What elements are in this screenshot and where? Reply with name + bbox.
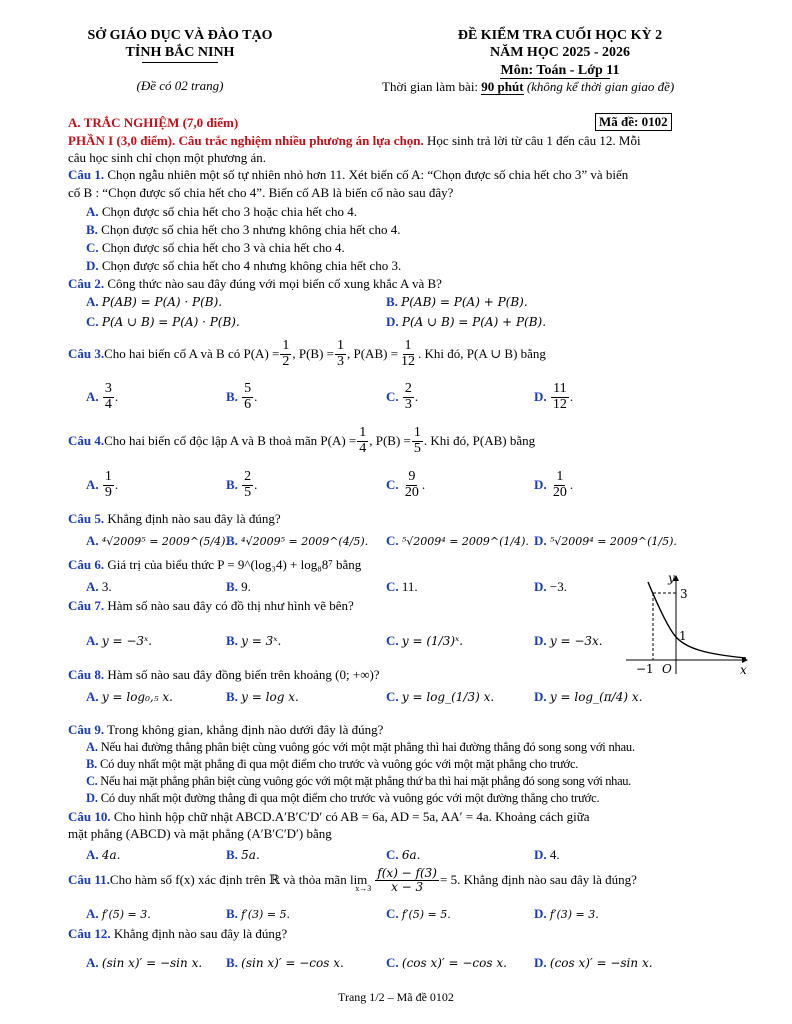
q4-option-a: A. $\frac{1}{9}$ . — [86, 469, 119, 500]
q7-option-c — [386, 633, 463, 649]
q12-option-d — [534, 955, 653, 971]
option-letter: A. — [86, 204, 99, 219]
option-text: y = 3ˣ. — [241, 634, 282, 648]
q7-option-d — [534, 633, 603, 649]
option-fraction — [403, 382, 414, 412]
option-letter: B. — [226, 477, 238, 493]
option-letter: B. — [86, 757, 98, 771]
option-text: y = log_(π/4) x. — [549, 690, 643, 704]
option-text: 4. — [549, 847, 560, 862]
q12-option-a — [86, 955, 202, 971]
q4-option-c: C. $\frac{9}{20}$ . — [386, 469, 426, 500]
q5-option-b — [226, 533, 368, 549]
q9-line — [68, 722, 383, 738]
q3-mid1: , P(B) = — [292, 346, 334, 362]
q11-pre: Cho hàm số f(x) xác định trên ℝ và thỏa mãn lim — [109, 871, 368, 887]
denominator: 5 — [413, 440, 421, 456]
option-letter: B. — [226, 533, 238, 548]
option-letter: A. — [86, 955, 99, 970]
option-text: ⁴√2009⁵ = 2009^(5/4). — [101, 535, 229, 548]
q1-line1 — [68, 167, 628, 183]
q11-lim-sub: x→3 — [355, 884, 372, 893]
tick-xm1: −1 — [636, 662, 654, 676]
q4-line — [68, 426, 535, 456]
option-letter: B. — [226, 955, 238, 970]
option-letter: C. — [386, 579, 399, 594]
option-letter: D. — [534, 579, 547, 594]
part1-instr1: Học sinh trả lời từ câu 1 đến câu 12. Mỗi — [423, 133, 641, 148]
option-letter: A. — [86, 294, 99, 309]
option-letter: B. — [86, 222, 98, 237]
option-text: ⁴√2009⁵ = 2009^(4/5). — [241, 535, 369, 548]
option-text: Chọn được số chia hết cho 4 nhưng không chia hết cho 3. — [101, 258, 402, 273]
option-text: 11. — [401, 579, 418, 594]
y-label: y — [668, 571, 675, 585]
option-text: Nếu hai đường thẳng phân biệt cùng vuông góc với một mặt phẳng thì hai đường thẳng đó song song với nhau. — [100, 740, 635, 754]
denominator: 6 — [244, 396, 252, 412]
q8-text: Hàm số nào sau đây đồng biến trên khoảng (0; +∞)? — [104, 667, 380, 682]
q5-option-d — [534, 533, 677, 549]
option-letter: C. — [386, 689, 399, 704]
option-letter: A. — [86, 477, 99, 493]
q6-option-c — [386, 579, 418, 595]
option-letter: C. — [86, 240, 99, 255]
q9-label: Câu 9. — [68, 722, 105, 737]
option-letter: D. — [534, 906, 547, 921]
q4-option-d: D. $\frac{1}{20}$ . — [534, 469, 574, 500]
denominator: 4 — [359, 440, 367, 456]
option-text: 9. — [241, 579, 251, 594]
q11-line — [68, 866, 637, 894]
q1-option-d — [86, 258, 401, 274]
time-note: (không kể thời gian giao đề) — [523, 79, 675, 94]
option-letter: A. — [86, 533, 99, 548]
q3-frac-pa — [280, 339, 291, 369]
tick-y3: 3 — [680, 587, 688, 601]
option-letter: B. — [226, 389, 238, 405]
option-text: y = log₀,₅ x. — [101, 690, 173, 704]
q8-option-c — [386, 689, 494, 705]
x-label: x — [740, 663, 747, 677]
option-letter: D. — [534, 533, 547, 548]
option-text: Có duy nhất một mặt phẳng đi qua một điểm cho trước và vuông góc với một mặt phẳng cho trước. — [100, 757, 579, 771]
option-fraction — [551, 470, 569, 500]
q10-line1 — [68, 809, 590, 825]
q10-option-a — [86, 847, 121, 863]
option-letter: D. — [86, 258, 99, 273]
q2-option-c — [86, 314, 240, 330]
time-prefix: Thời gian làm bài: — [382, 79, 482, 94]
q9-option-a — [86, 740, 635, 756]
q6-option-a — [86, 579, 112, 595]
denominator: 3 — [404, 396, 412, 412]
option-text: P(AB) = P(A) · P(B). — [101, 295, 223, 309]
option-letter: D. — [534, 847, 547, 862]
q12-option-b — [226, 955, 344, 971]
denominator: 9 — [104, 484, 112, 500]
q1-text2: cố B : “Chọn được số chia hết cho 4”. Biến cố AB là biến cố nào sau đây? — [68, 185, 454, 200]
q1-option-b — [86, 222, 401, 238]
time-line — [382, 79, 742, 95]
option-text: 6a. — [401, 848, 421, 862]
q4-mid1: , P(B) = — [369, 433, 411, 449]
q12-option-c — [386, 955, 507, 971]
option-text: Nếu hai mặt phẳng phân biệt cùng vuông góc với một mặt phẳng thứ ba thì hai mặt phẳng đó song song với nhau. — [100, 774, 631, 788]
q8-line — [68, 667, 380, 683]
department-line-1: SỞ GIÁO DỤC VÀ ĐÀO TẠO — [87, 28, 273, 43]
q7-option-b — [226, 633, 281, 649]
option-letter: D. — [534, 633, 547, 648]
q11-option-b — [226, 906, 290, 922]
option-text: (cos x)′ = −cos x. — [401, 956, 507, 970]
option-text: Chọn được số chia hết cho 3 và chia hết cho 4. — [101, 240, 345, 255]
option-fraction — [242, 382, 253, 412]
option-letter: D. — [534, 389, 547, 405]
option-text: f′(5) = 3. — [101, 908, 151, 921]
numerator: 1 — [404, 338, 412, 353]
option-text: y = log_(1/3) x. — [401, 690, 495, 704]
q3-option-a: A. $\frac{3}{4}$ . — [86, 381, 119, 412]
option-text: 3. — [101, 579, 112, 594]
q9-option-b — [86, 757, 578, 773]
option-letter: B. — [226, 906, 238, 921]
option-letter: C. — [386, 389, 399, 405]
section-a-title: A. TRẮC NGHIỆM (7,0 điểm) — [68, 115, 239, 130]
option-letter: B. — [226, 633, 238, 648]
exponential-curve — [648, 582, 746, 658]
denominator: 12 — [401, 353, 416, 369]
denominator: 12 — [552, 396, 567, 412]
q2-label: Câu 2. — [68, 276, 105, 291]
option-letter: B. — [226, 689, 238, 704]
q7-option-a — [86, 633, 152, 649]
option-text: f′(3) = 3. — [549, 908, 599, 921]
option-text: Chọn được số chia hết cho 3 hoặc chia hết cho 4. — [101, 204, 357, 219]
q4-option-b: B. $\frac{2}{5}$ . — [226, 469, 258, 500]
exam-code: Mã đề: 0102 — [595, 113, 672, 131]
q11-limit-fraction — [375, 867, 439, 893]
page-footer: Trang 1/2 – Mã đề 0102 — [338, 990, 454, 1004]
q3-option-d: D. $\frac{11}{12}$ . — [534, 381, 574, 412]
option-letter: C. — [86, 314, 99, 329]
q1-option-a — [86, 204, 357, 220]
q3-post: . Khi đó, P(A ∪ B) bằng — [418, 346, 546, 362]
option-letter: C. — [86, 774, 98, 788]
q10-option-b — [226, 847, 260, 863]
denominator: 20 — [552, 484, 567, 500]
q3-option-c: C. $\frac{2}{3}$ . — [386, 381, 419, 412]
q5-text: Khẳng định nào sau đây là đúng? — [104, 511, 281, 526]
option-letter: A. — [86, 579, 99, 594]
q6-option-d — [534, 579, 567, 595]
part1-line1 — [68, 133, 641, 149]
q2-text: Công thức nào sau đây đúng với mọi biến cố xung khắc A và B? — [104, 276, 442, 291]
pages-note: (Đề có 02 trang) — [136, 78, 224, 93]
q5-option-a — [86, 533, 229, 549]
option-letter: A. — [86, 906, 99, 921]
numerator: 1 — [337, 338, 344, 353]
q2-line — [68, 276, 442, 292]
q4-pre: Cho hai biến cố độc lập A và B thoả mãn P(A) = — [104, 433, 357, 449]
q9-text: Trong không gian, khẳng định nào dưới đây là đúng? — [104, 722, 384, 737]
subject — [380, 62, 740, 80]
q3-pre: Cho hai biến cố A và B có P(A) = — [104, 346, 280, 362]
q11-option-a — [86, 906, 151, 922]
time-value: 90 phút — [481, 79, 524, 94]
option-text: P(A ∪ B) = P(A) · P(B). — [101, 315, 240, 329]
option-letter: A. — [86, 740, 98, 754]
part1-instr2: câu học sinh chỉ chọn một phương án. — [68, 150, 267, 165]
q11-option-c — [386, 906, 451, 922]
denominator: 2 — [282, 353, 290, 369]
numerator: 2 — [244, 469, 252, 484]
denominator: x − 3 — [391, 879, 424, 894]
option-letter: A. — [86, 847, 99, 862]
option-text: (sin x)′ = −sin x. — [101, 956, 203, 970]
q10-text1: Cho hình hộp chữ nhật ABCD.A′B′C′D′ có AB = 6a, AD = 5a, AA′ = 4a. Khoảng cách giữa — [110, 809, 590, 824]
q8-option-b — [226, 689, 299, 705]
option-text: f′(3) = 5. — [241, 908, 291, 921]
option-text: y = −3x. — [549, 634, 603, 648]
q6-label: Câu 6. — [68, 557, 105, 572]
exam-title: ĐỀ KIỂM TRA CUỐI HỌC KỲ 2 — [457, 28, 663, 43]
q3-option-b: B. $\frac{5}{6}$ . — [226, 381, 258, 412]
option-text: 5a. — [241, 848, 260, 862]
q5-line — [68, 511, 281, 527]
option-text: Có duy nhất một đường thẳng đi qua một điểm cho trước và vuông góc với một đường thẳng cho trước. — [100, 791, 600, 805]
option-text: Chọn được số chia hết cho 3 nhưng không chia hết cho 4. — [101, 222, 401, 237]
q4-frac-pa — [357, 426, 368, 456]
option-text: y = −3ˣ. — [101, 634, 153, 648]
numerator: f(x) − f(3) — [377, 865, 437, 880]
numerator: 5 — [244, 381, 252, 396]
option-text: y = log x. — [241, 690, 299, 704]
q10-text2: mặt phẳng (ABCD) và mặt phẳng (A′B′C′D′) bằng — [68, 826, 332, 841]
q6-option-b — [226, 579, 251, 595]
denominator: 5 — [244, 484, 252, 500]
option-fraction — [103, 470, 114, 500]
part1-title: PHẦN I (3,0 điểm). Câu trắc nghiệm nhiều phương án lựa chọn. — [68, 133, 424, 148]
q4-label: Câu 4. — [68, 433, 105, 449]
option-letter: C. — [386, 847, 399, 862]
numerator: 1 — [359, 425, 367, 440]
numerator: 11 — [553, 381, 567, 396]
option-fraction — [103, 382, 114, 412]
q7-label: Câu 7. — [68, 598, 105, 613]
option-fraction — [403, 470, 421, 500]
department-line-2: TỈNH BẮC NINH — [125, 45, 235, 60]
numerator: 3 — [104, 381, 112, 396]
option-letter: C. — [386, 477, 399, 493]
option-letter: A. — [86, 689, 99, 704]
header-underline-left — [142, 62, 218, 63]
option-letter: D. — [534, 689, 547, 704]
option-letter: C. — [386, 955, 399, 970]
option-letter: B. — [386, 294, 398, 309]
denominator: 3 — [337, 353, 344, 369]
q7-text: Hàm số nào sau đây có đồ thị như hình vẽ bên? — [104, 598, 354, 613]
q9-option-d — [86, 791, 599, 807]
q8-label: Câu 8. — [68, 667, 105, 682]
option-letter: C. — [386, 633, 399, 648]
q2-option-b — [386, 294, 528, 310]
option-text: (sin x)′ = −cos x. — [241, 956, 344, 970]
q6-line — [68, 557, 361, 573]
numerator: 1 — [104, 469, 112, 484]
option-fraction — [242, 470, 253, 500]
q1-option-c — [86, 240, 345, 256]
q1-text1: Chọn ngẫu nhiên một số tự nhiên nhỏ hơn 11. Xét biến cố A: “Chọn được số chia hết cho 3” và biến — [104, 167, 629, 182]
option-letter: A. — [86, 633, 99, 648]
option-text: f′(5) = 5. — [401, 908, 451, 921]
q2-option-a — [86, 294, 222, 310]
q4-frac-pb — [412, 426, 423, 456]
option-letter: D. — [534, 955, 547, 970]
option-text: ⁵√2009⁴ = 2009^(1/4). — [401, 535, 529, 548]
q5-option-c — [386, 533, 529, 549]
numerator: 1 — [413, 425, 421, 440]
numerator: 9 — [408, 469, 416, 484]
q10-option-d — [534, 847, 560, 863]
denominator: 4 — [104, 396, 112, 412]
option-letter: D. — [534, 477, 547, 493]
q6-text: Giá trị của biểu thức P = 9^(log₃4) + log₈8⁷ bằng — [104, 557, 362, 572]
q3-mid2: , P(AB) = — [347, 346, 399, 362]
q10-option-c — [386, 847, 421, 863]
q8-option-d — [534, 689, 642, 705]
q11-option-d — [534, 906, 599, 922]
option-text: (cos x)′ = −sin x. — [549, 956, 653, 970]
option-text: ⁵√2009⁴ = 2009^(1/5). — [549, 535, 677, 548]
q1-label: Câu 1. — [68, 167, 105, 182]
option-text: y = (1/3)ˣ. — [401, 634, 464, 648]
q10-label: Câu 10. — [68, 809, 111, 824]
subject-text: Môn: Toán - Lớp 11 — [500, 63, 620, 78]
q3-line — [68, 339, 546, 369]
q7-line — [68, 598, 354, 614]
option-text: −3. — [549, 579, 567, 594]
q3-frac-pab — [399, 339, 417, 369]
q5-label: Câu 5. — [68, 511, 105, 526]
q8-option-a — [86, 689, 173, 705]
numerator: 2 — [404, 381, 412, 396]
numerator: 1 — [556, 469, 564, 484]
option-text: 4a. — [101, 848, 121, 862]
tick-y1: 1 — [679, 629, 687, 643]
option-text: P(A ∪ B) = P(A) + P(B). — [401, 315, 547, 329]
option-letter: B. — [226, 847, 238, 862]
q4-post: . Khi đó, P(AB) bằng — [423, 433, 536, 449]
option-letter: B. — [226, 579, 238, 594]
q12-line — [68, 926, 287, 942]
q12-text: Khẳng định nào sau đây là đúng? — [110, 926, 288, 941]
q11-label: Câu 11. — [68, 871, 110, 887]
option-fraction — [551, 382, 569, 412]
q2-option-d — [386, 314, 546, 330]
q3-frac-pb — [335, 339, 346, 369]
q12-label: Câu 12. — [68, 926, 111, 941]
q7-graph — [624, 570, 754, 680]
option-letter: C. — [386, 533, 399, 548]
option-letter: D. — [386, 314, 399, 329]
option-letter: C. — [386, 906, 399, 921]
option-text: P(AB) = P(A) + P(B). — [401, 295, 528, 309]
denominator: 20 — [404, 484, 419, 500]
school-year: NĂM HỌC 2025 - 2026 — [490, 45, 630, 60]
option-letter: A. — [86, 389, 99, 405]
q9-option-c — [86, 774, 631, 790]
numerator: 1 — [282, 338, 290, 353]
option-letter: D. — [86, 791, 98, 805]
q11-post: = 5. Khẳng định nào sau đây là đúng? — [440, 871, 637, 887]
q3-label: Câu 3. — [68, 346, 105, 362]
origin-label: O — [662, 662, 672, 676]
